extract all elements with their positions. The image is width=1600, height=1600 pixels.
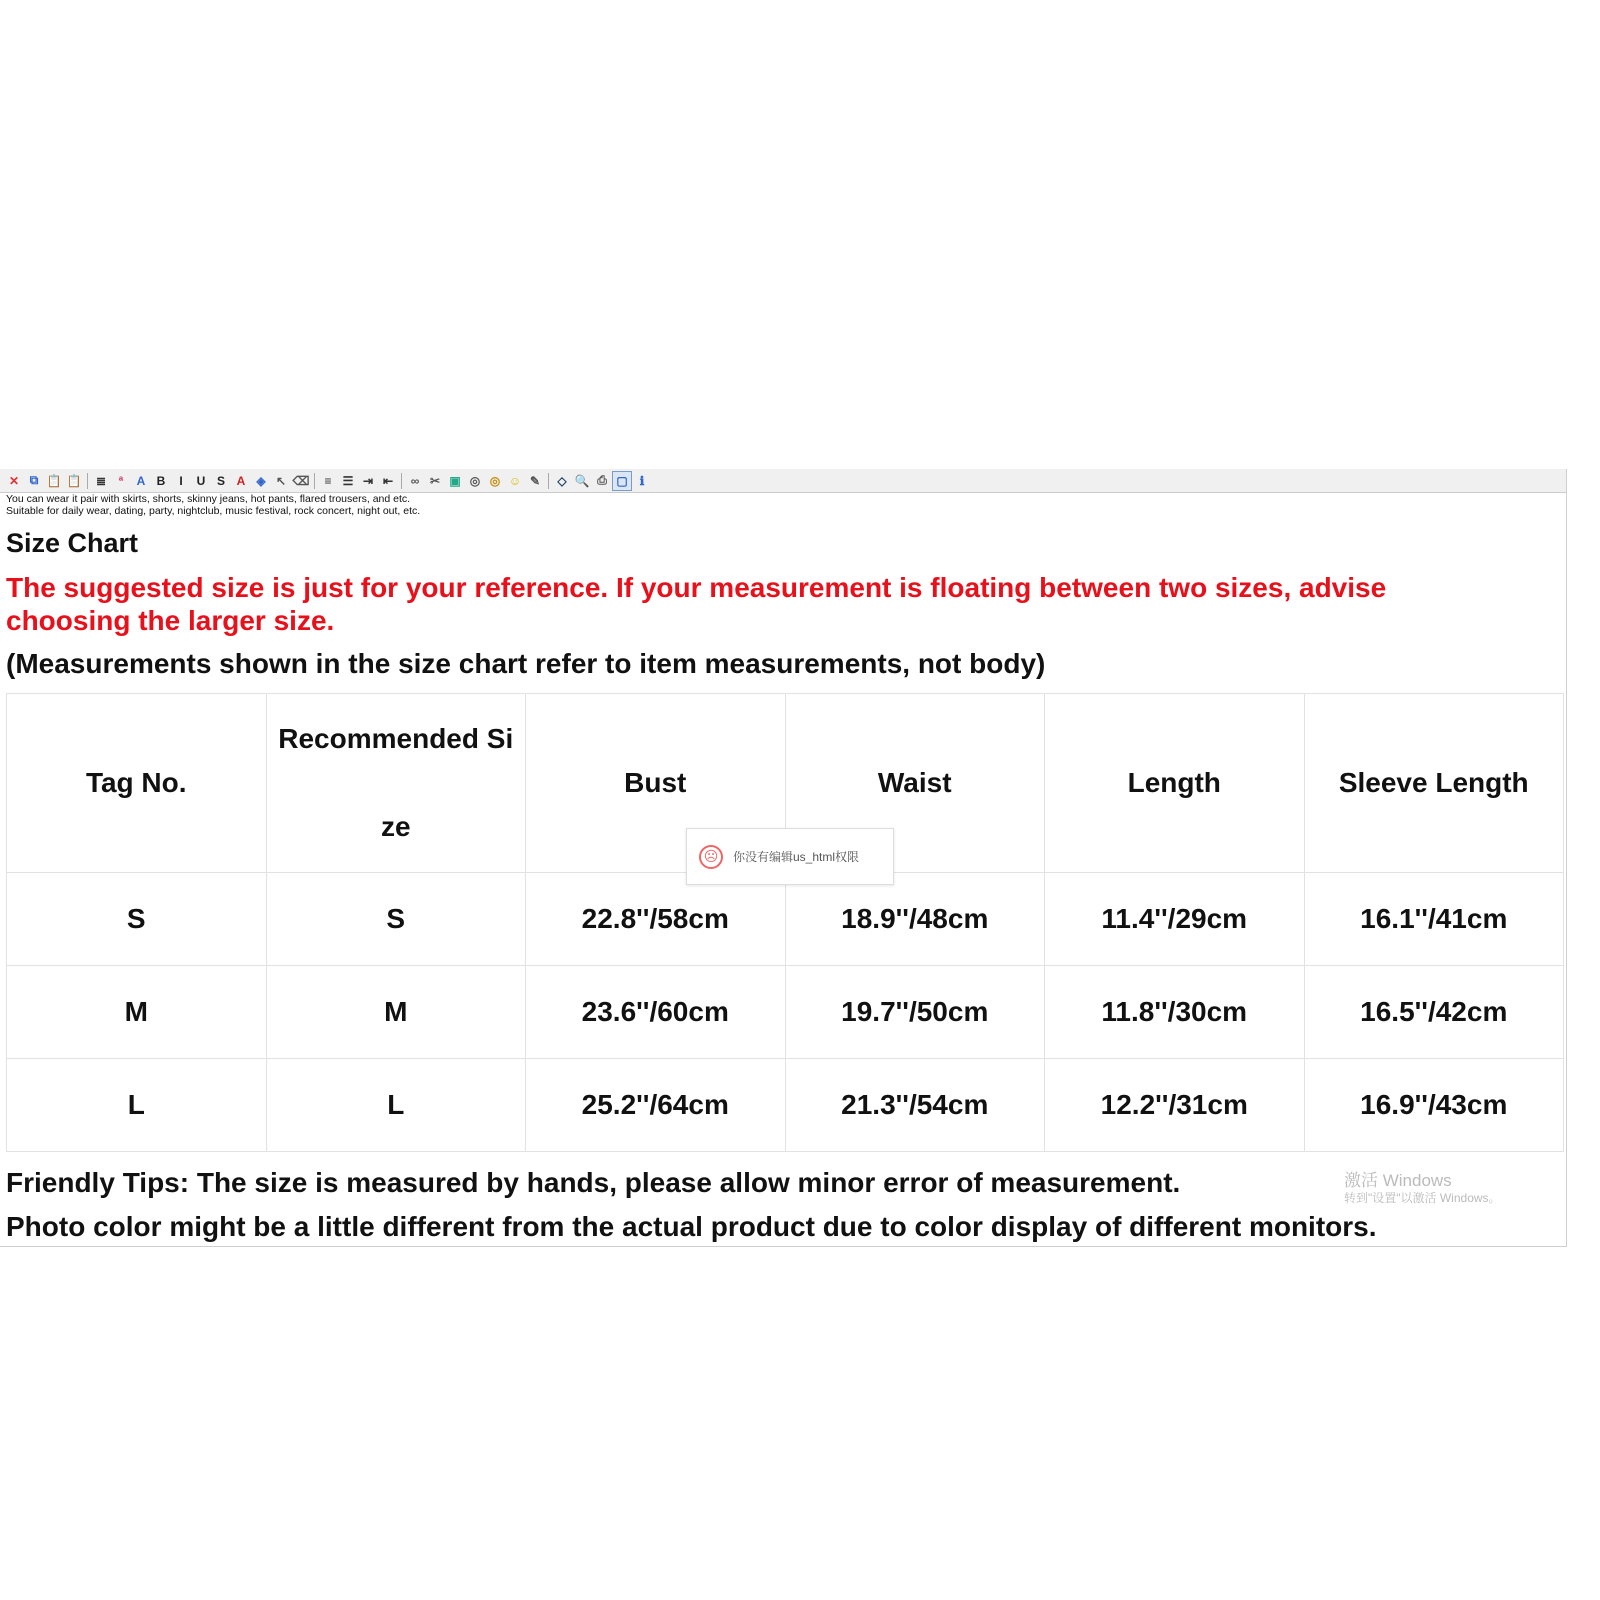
font-color-icon[interactable]: A	[236, 473, 246, 488]
cell: 21.3''/54cm	[785, 1059, 1045, 1152]
toast-message: 你没有编辑us_html权限	[733, 850, 860, 864]
select-icon[interactable]: ↖	[275, 473, 287, 488]
toolbar-separator	[314, 473, 315, 489]
cut-icon[interactable]: ✕	[8, 473, 20, 488]
highlight-icon[interactable]: ◈	[256, 473, 266, 488]
tips-line-2: Photo color might be a little different from the actual product due to color display of different monitors.	[6, 1211, 1377, 1242]
windows-activation-subtext: 转到"设置"以激活 Windows。	[1344, 1191, 1501, 1205]
underline-icon[interactable]: U	[196, 473, 206, 488]
edit-icon[interactable]: ✎	[529, 473, 541, 488]
align-icon[interactable]: ≡	[324, 473, 332, 488]
cell: 23.6''/60cm	[526, 966, 786, 1059]
cell: L	[266, 1059, 526, 1152]
windows-activation-watermark: 激活 Windows	[1344, 1171, 1452, 1190]
list-icon[interactable]: ☰	[342, 473, 354, 488]
size-notice: The suggested size is just for your reference. If your measurement is floating between two sizes, advise choosing the larger size.	[6, 572, 1387, 636]
table-row	[7, 1059, 1564, 1152]
unlink-icon[interactable]: ✂	[429, 473, 441, 488]
cell: 25.2''/64cm	[526, 1059, 786, 1152]
cell: 16.1''/41cm	[1304, 873, 1564, 966]
toolbar-separator	[548, 473, 549, 489]
page-title: Size Chart	[6, 528, 139, 558]
preview-icon[interactable]: 🔍	[574, 473, 590, 488]
italic-icon[interactable]: I	[179, 473, 183, 488]
header-waist: Waist	[785, 694, 1045, 873]
paste-icon[interactable]: 📋	[46, 473, 62, 488]
header-tag-no: Tag No.	[7, 694, 267, 873]
emoticon-icon[interactable]: ☺	[508, 473, 522, 488]
cell: S	[7, 873, 267, 966]
toolbar-separator	[401, 473, 402, 489]
font-size-icon[interactable]: A	[136, 473, 146, 488]
cell: 11.4''/29cm	[1045, 873, 1305, 966]
media-icon[interactable]: ◎	[469, 473, 481, 488]
table-row	[7, 966, 1564, 1059]
image-icon[interactable]: ▣	[449, 473, 461, 488]
fullscreen-icon[interactable]: ▢	[612, 471, 632, 491]
cell: 16.9''/43cm	[1304, 1059, 1564, 1152]
source-icon[interactable]: ◇	[557, 473, 567, 488]
link-icon[interactable]: ∞	[410, 473, 420, 488]
cell: 18.9''/48cm	[785, 873, 1045, 966]
cell: M	[7, 966, 267, 1059]
size-chart-table	[6, 693, 1564, 1152]
cell: L	[7, 1059, 267, 1152]
sad-face-icon: ☹	[699, 845, 723, 869]
format-icon[interactable]: ≣	[95, 473, 107, 488]
cell: M	[266, 966, 526, 1059]
indent-icon[interactable]: ⇥	[362, 473, 374, 488]
tips-line-1: Friendly Tips: The size is measured by hands, please allow minor error of measurement.	[6, 1167, 1181, 1198]
header-bust: Bust	[526, 694, 786, 873]
paste-word-icon[interactable]: 📋	[66, 473, 82, 488]
cell: 12.2''/31cm	[1045, 1059, 1305, 1152]
cell: 11.8''/30cm	[1045, 966, 1305, 1059]
cell: 22.8''/58cm	[526, 873, 786, 966]
strikethrough-icon[interactable]: S	[216, 473, 225, 488]
permission-toast	[686, 828, 894, 885]
about-icon[interactable]: ℹ	[639, 473, 645, 488]
cell: S	[266, 873, 526, 966]
measurements-note: (Measurements shown in the size chart refer to item measurements, not body)	[6, 648, 1046, 679]
spellcheck-icon[interactable]: ª	[118, 473, 124, 488]
editor-toolbar	[0, 469, 1566, 493]
bold-icon[interactable]: B	[156, 473, 166, 488]
header-length: Length	[1045, 694, 1305, 873]
print-icon[interactable]: ⎙	[597, 473, 607, 487]
header-recommended-size: Recommended Size	[266, 694, 526, 873]
copy-icon[interactable]: ⧉	[29, 473, 39, 487]
header-sleeve-length: Sleeve Length	[1304, 694, 1564, 873]
cell: 16.5''/42cm	[1304, 966, 1564, 1059]
intro-line-1: You can wear it pair with skirts, shorts, skinny jeans, hot pants, flared trousers, and etc.	[6, 493, 411, 505]
flash-icon[interactable]: ◎	[489, 473, 501, 488]
outdent-icon[interactable]: ⇤	[382, 473, 394, 488]
cell: 19.7''/50cm	[785, 966, 1045, 1059]
eraser-icon[interactable]: ⌫	[292, 473, 310, 488]
toolbar-separator	[87, 473, 88, 489]
table-row	[7, 873, 1564, 966]
intro-line-2: Suitable for daily wear, dating, party, nightclub, music festival, rock concert, night out, etc.	[6, 505, 421, 517]
